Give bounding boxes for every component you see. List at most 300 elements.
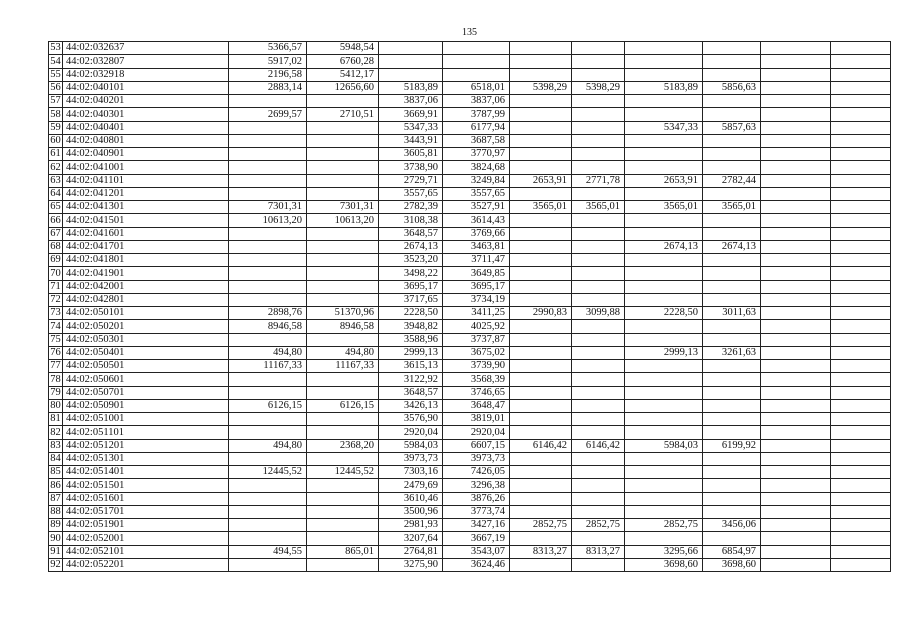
cell-cadastral-code: 44:02:041601	[63, 227, 229, 240]
cell-value-4: 3746,65	[443, 386, 510, 399]
cell-value-1	[229, 492, 307, 505]
table-row	[49, 439, 891, 452]
cell-value-3: 2479,69	[379, 479, 443, 492]
cell-value-8	[703, 479, 761, 492]
cell-value-3: 3738,90	[379, 161, 443, 174]
cell-value-9	[761, 134, 831, 147]
cell-cadastral-code: 44:02:050101	[63, 307, 229, 320]
cell-value-3: 5183,89	[379, 81, 443, 94]
cell-value-9	[761, 492, 831, 505]
cell-value-6	[572, 426, 625, 439]
cell-value-3: 3605,81	[379, 148, 443, 161]
cell-row-number: 86	[50, 479, 61, 491]
cell-value-1: 12445,52	[229, 466, 307, 479]
cell-value-6	[572, 452, 625, 465]
cell-value-8	[703, 214, 761, 227]
table-row	[49, 307, 891, 320]
table-row	[49, 240, 891, 253]
cell-value-2	[307, 386, 379, 399]
cell-value-7	[625, 492, 703, 505]
cell-value-3: 3500,96	[379, 505, 443, 518]
cell-value-4: 3819,01	[443, 413, 510, 426]
cell-value-6	[572, 479, 625, 492]
cell-cadastral-code: 44:02:051601	[63, 492, 229, 505]
cell-value-6	[572, 187, 625, 200]
cell-value-7	[625, 254, 703, 267]
cell-value-8	[703, 148, 761, 161]
cell-row-number: 62	[50, 161, 61, 173]
cell-value-10	[831, 505, 891, 518]
cell-cadastral-code: 44:02:050601	[63, 373, 229, 386]
cell-value-6	[572, 267, 625, 280]
cell-value-2: 2368,20	[307, 439, 379, 452]
cell-value-8	[703, 532, 761, 545]
cell-cadastral-code: 44:02:050701	[63, 386, 229, 399]
cell-value-1: 2196,58	[229, 68, 307, 81]
cell-value-5	[510, 333, 572, 346]
cell-value-9	[761, 201, 831, 214]
cell-value-1	[229, 148, 307, 161]
table-row	[49, 187, 891, 200]
cell-value-2	[307, 373, 379, 386]
cell-value-5	[510, 55, 572, 68]
cell-value-2	[307, 452, 379, 465]
cell-value-7	[625, 426, 703, 439]
cell-row-number: 54	[50, 55, 61, 67]
cell-value-7	[625, 360, 703, 373]
cell-value-3: 2920,04	[379, 426, 443, 439]
cell-value-4: 3249,84	[443, 174, 510, 187]
cell-value-6	[572, 68, 625, 81]
cell-value-8: 5856,63	[703, 81, 761, 94]
cell-value-9	[761, 148, 831, 161]
cell-value-7	[625, 161, 703, 174]
cell-value-2	[307, 174, 379, 187]
cell-cadastral-code: 44:02:051701	[63, 505, 229, 518]
cell-value-5	[510, 399, 572, 412]
cell-value-10	[831, 545, 891, 558]
cell-value-8	[703, 492, 761, 505]
cell-value-9	[761, 439, 831, 452]
cell-value-1: 2699,57	[229, 108, 307, 121]
cell-value-5	[510, 68, 572, 81]
cell-value-5	[510, 227, 572, 240]
cell-value-6	[572, 280, 625, 293]
table-row	[49, 373, 891, 386]
cell-value-10	[831, 373, 891, 386]
cell-value-4: 2920,04	[443, 426, 510, 439]
cell-value-9	[761, 320, 831, 333]
cell-value-8: 3261,63	[703, 346, 761, 359]
cell-value-1: 8946,58	[229, 320, 307, 333]
cell-value-3: 3948,82	[379, 320, 443, 333]
cell-value-4: 3296,38	[443, 479, 510, 492]
cell-value-4: 3614,43	[443, 214, 510, 227]
cell-value-2	[307, 148, 379, 161]
cell-row-number: 88	[50, 506, 61, 517]
cell-value-6: 5398,29	[572, 81, 625, 94]
cell-value-4: 3648,47	[443, 399, 510, 412]
cell-value-9	[761, 174, 831, 187]
cell-value-9	[761, 399, 831, 412]
cell-value-10	[831, 532, 891, 545]
cell-value-1	[229, 558, 307, 571]
cell-cadastral-code: 44:02:041801	[63, 254, 229, 267]
cell-row-number: 81	[50, 413, 61, 425]
cell-cadastral-code: 44:02:041001	[63, 161, 229, 174]
cell-row-number: 56	[50, 82, 61, 93]
cell-value-4: 3876,26	[443, 492, 510, 505]
cell-value-5: 2990,83	[510, 307, 572, 320]
cell-value-9	[761, 466, 831, 479]
cell-value-1: 10613,20	[229, 214, 307, 227]
cell-value-3: 3695,17	[379, 280, 443, 293]
cell-value-10	[831, 81, 891, 94]
cell-value-7	[625, 267, 703, 280]
cell-value-9	[761, 81, 831, 94]
cell-value-7	[625, 108, 703, 121]
cell-value-10	[831, 227, 891, 240]
cell-value-1: 494,80	[229, 439, 307, 452]
cell-value-1: 5366,57	[229, 42, 307, 55]
cell-value-8	[703, 333, 761, 346]
cell-value-1: 11167,33	[229, 360, 307, 373]
cell-value-7	[625, 187, 703, 200]
cell-cadastral-code: 44:02:051501	[63, 479, 229, 492]
cell-value-3: 2674,13	[379, 240, 443, 253]
cell-value-9	[761, 121, 831, 134]
cell-value-5: 3565,01	[510, 201, 572, 214]
cell-value-10	[831, 254, 891, 267]
cell-value-5: 5398,29	[510, 81, 572, 94]
cell-value-8: 5857,63	[703, 121, 761, 134]
cell-value-2	[307, 558, 379, 571]
cell-value-2	[307, 95, 379, 108]
cell-row-number: 65	[50, 201, 61, 213]
cell-value-5	[510, 280, 572, 293]
cell-value-10	[831, 426, 891, 439]
cell-cadastral-code: 44:02:052101	[63, 545, 229, 558]
cell-value-6	[572, 492, 625, 505]
cell-value-5	[510, 214, 572, 227]
cell-value-2	[307, 532, 379, 545]
cell-value-7	[625, 95, 703, 108]
cell-value-5	[510, 187, 572, 200]
cell-row-number: 91	[50, 545, 61, 557]
cell-value-9	[761, 360, 831, 373]
cell-value-1	[229, 240, 307, 253]
cell-value-3: 3576,90	[379, 413, 443, 426]
cell-value-8	[703, 187, 761, 200]
cell-value-9	[761, 68, 831, 81]
cell-value-3: 7303,16	[379, 466, 443, 479]
cell-value-4: 3687,58	[443, 134, 510, 147]
cell-value-8	[703, 254, 761, 267]
cell-value-8	[703, 320, 761, 333]
cell-value-3: 2999,13	[379, 346, 443, 359]
cell-value-6	[572, 55, 625, 68]
cell-cadastral-code: 44:02:050401	[63, 346, 229, 359]
cell-value-7	[625, 479, 703, 492]
cell-value-8	[703, 360, 761, 373]
cell-cadastral-code: 44:02:040401	[63, 121, 229, 134]
cell-cadastral-code: 44:02:052201	[63, 558, 229, 571]
cell-value-7	[625, 280, 703, 293]
cell-row-number: 71	[50, 280, 61, 292]
cell-value-6	[572, 373, 625, 386]
cell-value-6	[572, 532, 625, 545]
cell-value-6	[572, 346, 625, 359]
cell-value-1	[229, 333, 307, 346]
cell-cadastral-code: 44:02:041101	[63, 174, 229, 187]
cell-value-8	[703, 161, 761, 174]
cell-value-1	[229, 479, 307, 492]
cell-row-number: 77	[50, 360, 61, 372]
cell-value-8: 6854,97	[703, 545, 761, 558]
cell-value-3: 2981,93	[379, 519, 443, 532]
cell-value-3: 3717,65	[379, 293, 443, 306]
cell-value-9	[761, 108, 831, 121]
table-row	[49, 267, 891, 280]
cell-value-8	[703, 95, 761, 108]
cell-cadastral-code: 44:02:051901	[63, 519, 229, 532]
cell-cadastral-code: 44:02:051301	[63, 452, 229, 465]
cell-value-7	[625, 532, 703, 545]
cell-row-number: 55	[50, 68, 61, 80]
cell-value-1	[229, 426, 307, 439]
cell-value-10	[831, 280, 891, 293]
cell-value-7: 2653,91	[625, 174, 703, 187]
cell-value-7: 2228,50	[625, 307, 703, 320]
cell-value-4	[443, 55, 510, 68]
cell-value-8	[703, 227, 761, 240]
cell-cadastral-code: 44:02:041301	[63, 201, 229, 214]
cell-value-4: 3737,87	[443, 333, 510, 346]
cell-value-6	[572, 254, 625, 267]
cell-value-7: 5183,89	[625, 81, 703, 94]
table-row	[49, 360, 891, 373]
cell-value-7	[625, 452, 703, 465]
cell-cadastral-code: 44:02:051201	[63, 439, 229, 452]
cell-value-9	[761, 386, 831, 399]
cell-row-number: 57	[50, 95, 61, 107]
cell-value-4: 6518,01	[443, 81, 510, 94]
cell-value-9	[761, 545, 831, 558]
cell-value-3: 3588,96	[379, 333, 443, 346]
cell-value-2	[307, 333, 379, 346]
table-row	[49, 280, 891, 293]
cell-value-9	[761, 214, 831, 227]
cell-row-number: 59	[50, 121, 61, 133]
table-row	[49, 254, 891, 267]
cell-value-10	[831, 479, 891, 492]
cell-value-2: 10613,20	[307, 214, 379, 227]
table-row	[49, 121, 891, 134]
cell-value-9	[761, 346, 831, 359]
cell-value-6	[572, 505, 625, 518]
cell-value-7	[625, 293, 703, 306]
cell-cadastral-code: 44:02:051401	[63, 466, 229, 479]
cell-value-2	[307, 280, 379, 293]
cell-cadastral-code: 44:02:040901	[63, 148, 229, 161]
cell-value-5	[510, 161, 572, 174]
cell-cadastral-code: 44:02:042001	[63, 280, 229, 293]
cell-value-6: 6146,42	[572, 439, 625, 452]
cell-value-5	[510, 532, 572, 545]
cell-value-4: 4025,92	[443, 320, 510, 333]
cell-value-7: 5347,33	[625, 121, 703, 134]
cell-value-5	[510, 492, 572, 505]
cell-value-3	[379, 42, 443, 55]
cell-value-6: 3099,88	[572, 307, 625, 320]
cell-value-7	[625, 505, 703, 518]
cell-value-8	[703, 373, 761, 386]
cell-value-3: 3648,57	[379, 227, 443, 240]
cell-value-3: 3973,73	[379, 452, 443, 465]
cell-value-8	[703, 466, 761, 479]
cell-value-8: 2782,44	[703, 174, 761, 187]
cell-value-7	[625, 68, 703, 81]
cell-value-10	[831, 240, 891, 253]
cell-value-2: 2710,51	[307, 108, 379, 121]
cell-value-6: 3565,01	[572, 201, 625, 214]
cell-value-6	[572, 360, 625, 373]
cell-value-5: 2653,91	[510, 174, 572, 187]
cell-value-2	[307, 240, 379, 253]
cell-cadastral-code: 44:02:040801	[63, 134, 229, 147]
cell-value-9	[761, 479, 831, 492]
cell-value-4	[443, 42, 510, 55]
cell-value-4: 3837,06	[443, 95, 510, 108]
cell-value-10	[831, 558, 891, 571]
cell-value-10	[831, 333, 891, 346]
cell-row-number: 76	[50, 347, 61, 358]
cell-value-7	[625, 148, 703, 161]
cell-value-1	[229, 254, 307, 267]
cell-cadastral-code: 44:02:041901	[63, 267, 229, 280]
table-row	[49, 227, 891, 240]
cell-row-number: 53	[50, 42, 61, 54]
cell-value-5: 6146,42	[510, 439, 572, 452]
cell-row-number: 87	[50, 492, 61, 504]
table-row	[49, 55, 891, 68]
cell-value-7	[625, 320, 703, 333]
cell-cadastral-code: 44:02:041501	[63, 214, 229, 227]
cell-value-7: 2852,75	[625, 519, 703, 532]
cell-value-9	[761, 426, 831, 439]
cell-value-4: 3695,17	[443, 280, 510, 293]
table-row	[49, 68, 891, 81]
cell-value-2: 12656,60	[307, 81, 379, 94]
cell-value-2	[307, 267, 379, 280]
cell-cadastral-code: 44:02:041701	[63, 240, 229, 253]
cell-row-number: 73	[50, 307, 61, 319]
cell-value-3: 2764,81	[379, 545, 443, 558]
cell-value-3: 3669,91	[379, 108, 443, 121]
cell-row-number: 61	[50, 148, 61, 160]
cell-value-3: 2228,50	[379, 307, 443, 320]
table-row	[49, 386, 891, 399]
cell-value-2	[307, 479, 379, 492]
table-row	[49, 95, 891, 108]
cell-value-6	[572, 386, 625, 399]
cell-value-1	[229, 121, 307, 134]
cell-value-10	[831, 161, 891, 174]
cell-value-8	[703, 42, 761, 55]
cell-value-10	[831, 452, 891, 465]
table-row	[49, 81, 891, 94]
cell-value-5	[510, 386, 572, 399]
table-row	[49, 293, 891, 306]
cell-value-4: 6177,94	[443, 121, 510, 134]
table-row	[49, 545, 891, 558]
cell-value-6	[572, 240, 625, 253]
cell-value-6	[572, 148, 625, 161]
cell-value-4: 3675,02	[443, 346, 510, 359]
cell-value-1	[229, 373, 307, 386]
cell-value-10	[831, 399, 891, 412]
cell-value-2	[307, 426, 379, 439]
cell-row-number: 58	[50, 108, 61, 120]
cell-value-7	[625, 227, 703, 240]
cell-value-10	[831, 492, 891, 505]
cell-row-number: 68	[50, 241, 61, 252]
cell-value-1	[229, 227, 307, 240]
cell-value-1	[229, 134, 307, 147]
cell-value-9	[761, 187, 831, 200]
cell-value-2	[307, 413, 379, 426]
cell-value-1: 5917,02	[229, 55, 307, 68]
cell-value-8	[703, 134, 761, 147]
cell-value-4: 3568,39	[443, 373, 510, 386]
cell-value-1: 7301,31	[229, 201, 307, 214]
cell-value-10	[831, 68, 891, 81]
cell-value-6	[572, 558, 625, 571]
table-row	[49, 452, 891, 465]
cell-value-5	[510, 360, 572, 373]
cell-value-2	[307, 161, 379, 174]
cell-value-1	[229, 452, 307, 465]
cell-value-7: 3565,01	[625, 201, 703, 214]
cell-value-3: 3557,65	[379, 187, 443, 200]
cell-value-4: 3770,97	[443, 148, 510, 161]
cell-value-5	[510, 373, 572, 386]
cell-value-1	[229, 187, 307, 200]
cell-value-7: 3698,60	[625, 558, 703, 571]
table-row	[49, 174, 891, 187]
cell-value-6	[572, 399, 625, 412]
cell-value-6: 2852,75	[572, 519, 625, 532]
table-row	[49, 320, 891, 333]
table-row	[49, 201, 891, 214]
cell-value-4: 3411,25	[443, 307, 510, 320]
table-row	[49, 426, 891, 439]
cell-value-8: 3456,06	[703, 519, 761, 532]
cell-value-7: 3295,66	[625, 545, 703, 558]
cell-value-5	[510, 108, 572, 121]
cell-value-3	[379, 68, 443, 81]
cell-value-7	[625, 214, 703, 227]
cell-value-2	[307, 134, 379, 147]
cell-value-2	[307, 254, 379, 267]
cell-value-7	[625, 386, 703, 399]
cell-value-7: 5984,03	[625, 439, 703, 452]
cell-value-6	[572, 95, 625, 108]
cell-value-8	[703, 505, 761, 518]
cell-value-9	[761, 519, 831, 532]
cell-value-5	[510, 505, 572, 518]
cell-value-3: 3610,46	[379, 492, 443, 505]
